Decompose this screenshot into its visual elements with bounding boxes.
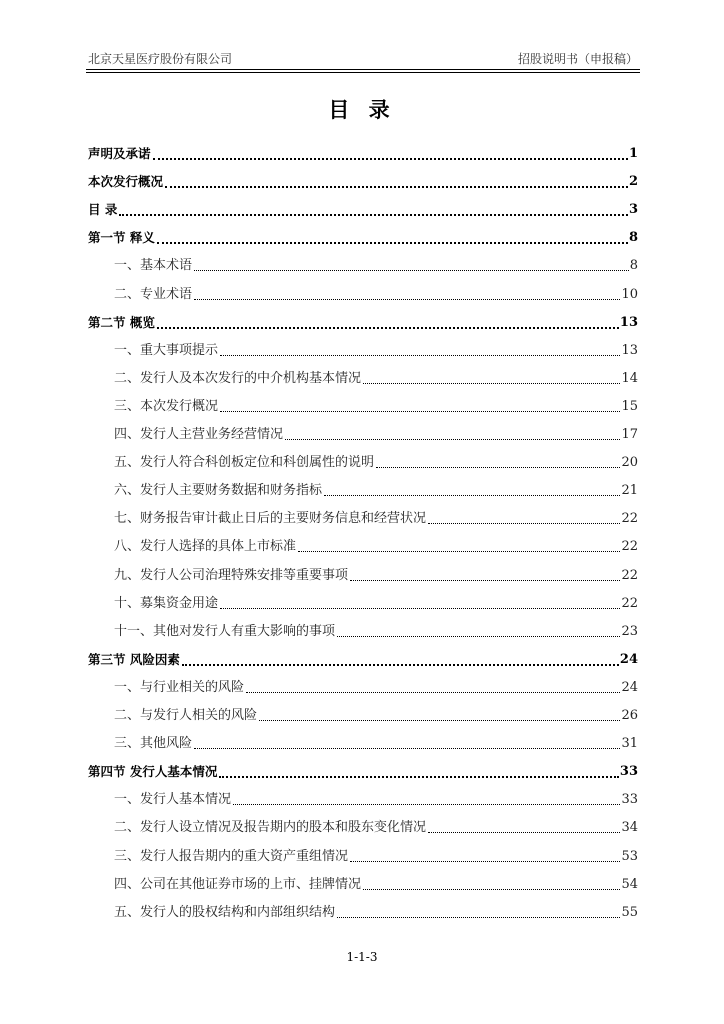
toc-entry-page: 33: [619, 764, 638, 780]
toc-subsection-entry[interactable]: [114, 423, 638, 443]
toc-subsection-entry[interactable]: [114, 788, 638, 808]
toc-leader-dots: [363, 383, 620, 384]
toc-entry-label: 一、重大事项提示: [114, 342, 219, 358]
toc-section-entry[interactable]: [88, 170, 638, 190]
toc-entry-label: 九、发行人公司治理特殊安排等重要事项: [114, 567, 349, 583]
toc-entry-page: 22: [621, 511, 638, 527]
toc-entry-page: 34: [621, 820, 638, 836]
toc-subsection-entry[interactable]: [114, 873, 638, 893]
toc-leader-dots: [428, 832, 620, 833]
toc-leader-dots: [259, 720, 620, 721]
toc-entry-page: 2: [628, 174, 638, 190]
toc-leader-dots: [363, 889, 620, 890]
toc-entry-label: 七、财务报告审计截止日后的主要财务信息和经营状况: [114, 511, 427, 527]
toc-section-entry[interactable]: [88, 142, 638, 162]
toc-entry-label: 十、募集资金用途: [114, 595, 219, 611]
toc-leader-dots: [165, 186, 628, 188]
toc-entry-label: 一、发行人基本情况: [114, 792, 232, 808]
header-company: 北京天星医疗股份有限公司: [88, 52, 233, 66]
toc-leader-dots: [153, 158, 628, 160]
toc-entry-label: 声明及承诺: [88, 146, 151, 161]
toc-entry-page: 8: [628, 230, 638, 246]
toc-entry-page: 21: [621, 483, 638, 499]
toc-entry-label: 四、公司在其他证券市场的上市、挂牌情况: [114, 876, 362, 892]
toc-entry-page: 22: [621, 539, 638, 555]
header-divider: [86, 69, 640, 70]
toc-entry-label: 二、与发行人相关的风险: [114, 708, 258, 723]
toc-entry-label: 一、基本术语: [114, 258, 193, 274]
toc-entry-page: 3: [628, 202, 638, 218]
toc-leader-dots: [219, 776, 619, 778]
toc-leader-dots: [324, 495, 620, 496]
toc-entry-label: 二、发行人及本次发行的中介机构基本情况: [114, 370, 362, 386]
toc-section-entry[interactable]: [88, 311, 638, 331]
toc-entry-page: 54: [621, 876, 638, 892]
toc-entry-label: 三、本次发行概况: [114, 398, 219, 414]
toc-leader-dots: [157, 242, 628, 244]
toc-subsection-entry[interactable]: [114, 676, 638, 696]
toc-entry-page: 17: [621, 427, 638, 442]
toc-entry-page: 33: [621, 792, 638, 808]
toc-leader-dots: [298, 551, 620, 552]
toc-subsection-entry[interactable]: [114, 845, 638, 865]
page-header: [88, 50, 638, 68]
toc-section-entry[interactable]: [88, 648, 638, 668]
page-title: 目 录: [328, 98, 396, 122]
toc-leader-dots: [233, 804, 620, 805]
toc-entry-label: 十一、其他对发行人有重大影响的事项: [114, 623, 336, 639]
toc-subsection-entry[interactable]: [114, 592, 638, 612]
toc-entry-label: 四、发行人主营业务经营情况: [114, 427, 284, 442]
toc-entry-label: 六、发行人主要财务数据和财务指标: [114, 483, 323, 499]
toc-entry-page: 10: [621, 286, 638, 302]
toc-entry-page: 14: [621, 370, 638, 386]
toc-leader-dots: [220, 411, 620, 412]
toc-entry-page: 22: [621, 567, 638, 583]
toc-entry-page: 13: [621, 342, 638, 358]
toc-leader-dots: [350, 580, 620, 581]
toc-entry-label: 三、其他风险: [114, 736, 193, 752]
toc-subsection-entry[interactable]: [114, 479, 638, 499]
header-doc-type: 招股说明书（申报稿）: [517, 52, 638, 66]
toc-leader-dots: [337, 636, 620, 637]
toc-leader-dots: [350, 861, 620, 862]
toc-entry-label: 二、发行人设立情况及报告期内的股本和股东变化情况: [114, 820, 427, 836]
toc-leader-dots: [182, 664, 619, 666]
toc-leader-dots: [428, 523, 620, 524]
toc-entry-label: 第三节 风险因素: [88, 651, 180, 667]
toc-leader-dots: [194, 270, 629, 271]
toc-section-entry[interactable]: [88, 198, 638, 218]
toc-entry-label: 五、发行人的股权结构和内部组织结构: [114, 904, 336, 920]
toc-leader-dots: [157, 327, 619, 329]
toc-subsection-entry[interactable]: [114, 816, 638, 836]
toc-entry-label: 本次发行概况: [88, 174, 164, 190]
toc-leader-dots: [246, 692, 620, 693]
toc-leader-dots: [220, 608, 620, 609]
toc-entry-label: 一、与行业相关的风险: [114, 679, 245, 695]
toc-leader-dots: [119, 214, 628, 216]
toc-subsection-entry[interactable]: [114, 395, 638, 415]
toc-section-entry[interactable]: [88, 226, 638, 246]
page-number: 1-1-3: [346, 950, 378, 964]
toc-subsection-entry[interactable]: [114, 339, 638, 359]
toc-entry-label: 三、发行人报告期内的重大资产重组情况: [114, 848, 349, 864]
toc-subsection-entry[interactable]: [114, 451, 638, 471]
toc-leader-dots: [194, 299, 620, 300]
toc-entry-page: 20: [621, 455, 638, 471]
toc-subsection-entry[interactable]: [114, 507, 638, 527]
toc-subsection-entry[interactable]: [114, 704, 638, 724]
header-divider-thin: [86, 72, 640, 73]
toc-entry-label: 二、专业术语: [114, 286, 193, 302]
toc-entry-page: 53: [621, 848, 638, 864]
toc-entry-page: 31: [621, 736, 638, 752]
toc-entry-page: 13: [619, 314, 638, 330]
toc-entry-label: 第四节 发行人基本情况: [88, 764, 218, 780]
toc-entry-page: 26: [621, 708, 638, 723]
toc-entry-label: 第一节 释义: [88, 230, 155, 246]
toc-leader-dots: [194, 748, 620, 749]
toc-entry-label: 五、发行人符合科创板定位和科创属性的说明: [114, 455, 375, 471]
toc-subsection-entry[interactable]: [114, 901, 638, 921]
toc-subsection-entry[interactable]: [114, 254, 638, 274]
toc-entry-page: 8: [629, 258, 638, 274]
toc-subsection-entry[interactable]: [114, 283, 638, 303]
toc-subsection-entry[interactable]: [114, 535, 638, 555]
toc-entry-page: 22: [621, 595, 638, 611]
toc-entry-page: 23: [621, 623, 638, 639]
toc-subsection-entry[interactable]: [114, 564, 638, 584]
toc-subsection-entry[interactable]: [114, 367, 638, 387]
toc-entry-page: 55: [621, 904, 638, 920]
toc-leader-dots: [285, 439, 620, 440]
toc-entry-page: 24: [621, 679, 638, 695]
toc-entry-label: 目 录: [88, 202, 118, 218]
toc-subsection-entry[interactable]: [114, 620, 638, 640]
toc-subsection-entry[interactable]: [114, 732, 638, 752]
toc-section-entry[interactable]: [88, 760, 638, 780]
toc-entry-page: 1: [628, 146, 638, 161]
toc-entry-page: 15: [621, 398, 638, 414]
toc-leader-dots: [220, 355, 620, 356]
toc-entry-label: 第二节 概览: [88, 314, 155, 330]
toc-entry-label: 八、发行人选择的具体上市标准: [114, 539, 297, 555]
toc-leader-dots: [376, 467, 620, 468]
toc-leader-dots: [337, 917, 620, 918]
toc-entry-page: 24: [619, 651, 638, 667]
